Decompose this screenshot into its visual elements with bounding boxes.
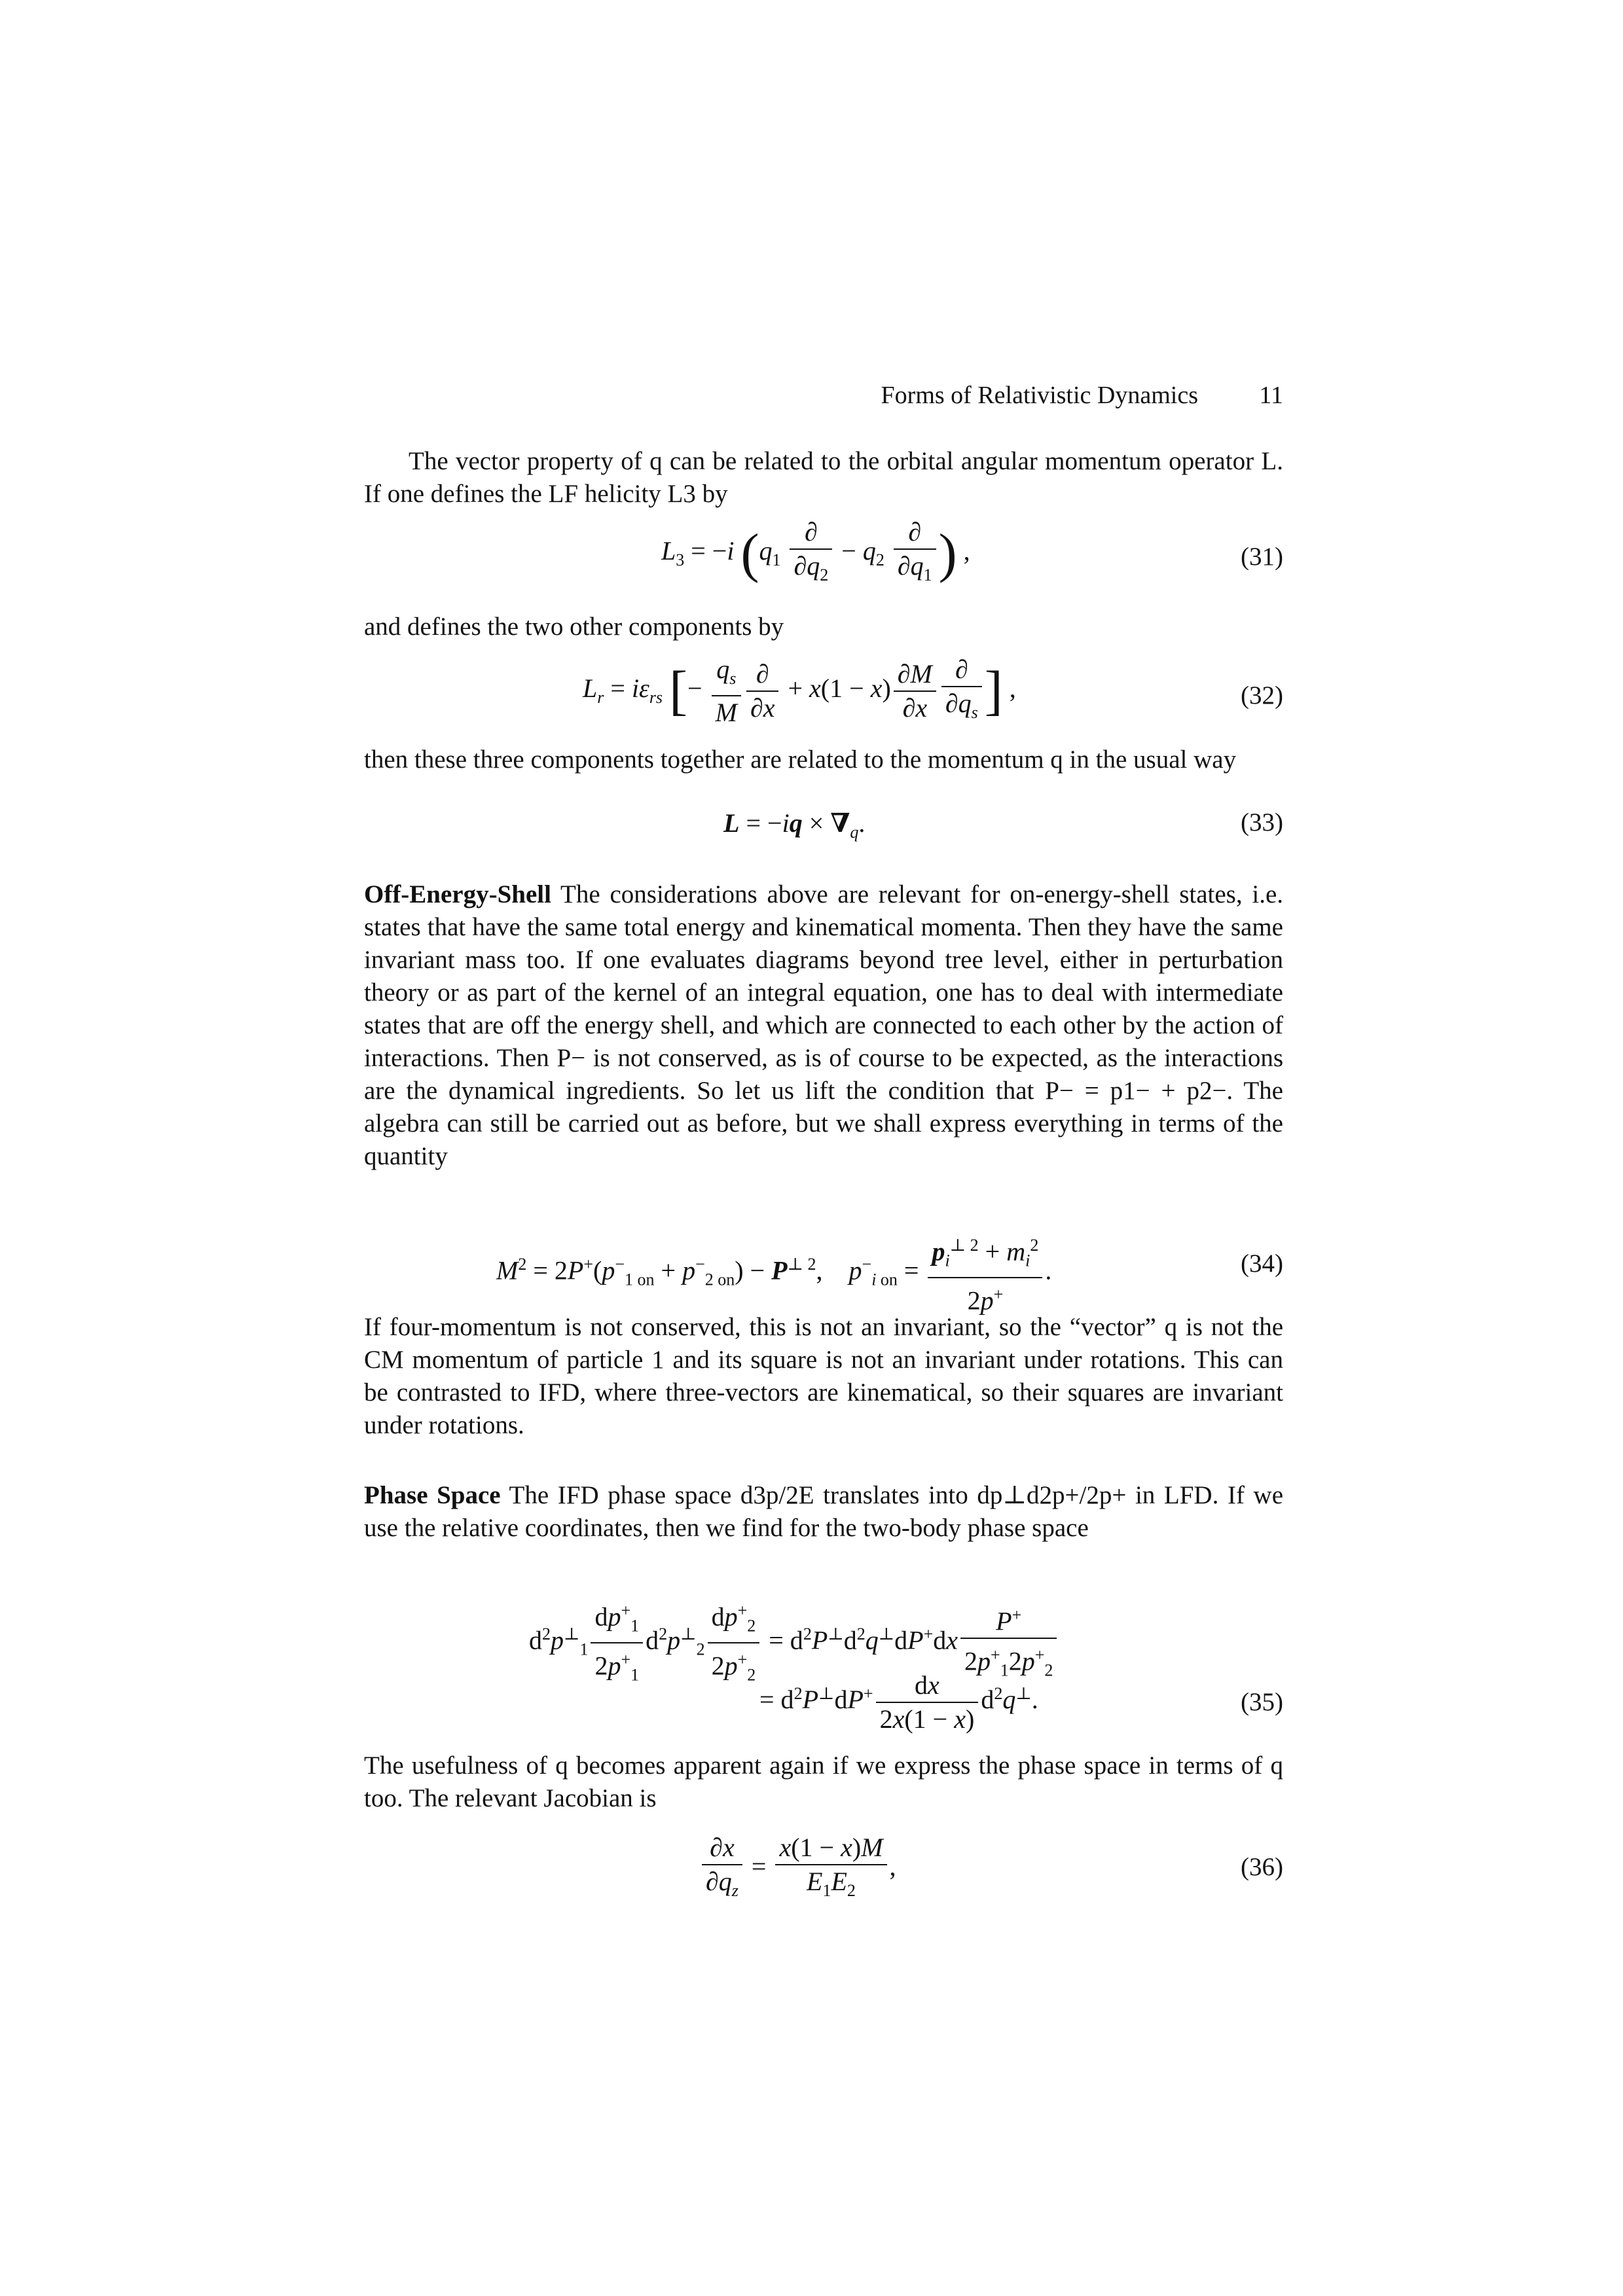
equation-number-33: (33) [1241,808,1283,836]
running-title: Forms of Relativistic Dynamics [881,382,1198,409]
running-header [831,381,1283,420]
equation-number-36: (36) [1241,1853,1283,1881]
equation-number-34: (34) [1241,1249,1283,1278]
equation-34: $M^2 = 2P^+(p^-_{1 on} + p^-_{2 on}) - P^{\perp 2}$, $p^-_{i on}$ = $\frac{p_i^{\perp 2} + m_i^2}{2p^+}$ . [496,1230,1051,1316]
equation-35-line-1: $d^2p^\perp_1$ $\frac{dp^+_1}{2p^+_1}$ $d^2p^\perp_2$ $\frac{dp^+_2}{2p^+_2}$ = $d^2P^\perp d^2q^\perp dP^+dx$ $\frac{P^+}{2p^+_12p^+_2}$ [529,1596,1059,1691]
equation-35-line-2: = $d^2P^\perp dP^+$ $\frac{dx}{2x(1 - x)}$ $d^2q^\perp$. [759,1670,1038,1734]
equation-number-32: (32) [1241,681,1283,709]
equation-number-31: (31) [1241,543,1283,571]
equation-36: $\frac{\partial x}{\partial q_z}$ = $\frac{x(1 - x)M}{E_1E_2}$ , [699,1833,896,1906]
equation-number-35: (35) [1241,1688,1283,1716]
page-number: 11 [1259,382,1283,409]
equation-31: $L_3 = -i$ ($q_1$ $\frac{\partial}{\partial q_2}$ − $q_2$ $\frac{\partial}{\partial q_1}$ ) , [661,517,970,584]
equation-33: $L = -iq \times \nabla_q$. [723,808,866,842]
section-off-energy-shell [364,878,1283,1173]
paragraph-vector-property: The vector property of q can be related to the orbital angular momentum operator L. If one defines the LF helicity L3 by [364,447,1283,508]
paragraph-momentum-relation: then these three components together are related to the momentum q in the usual way [364,745,1237,774]
text-phase-space: The IFD phase space d3p/2E translates into dp⊥d2p+/2p+ in LFD. If we use the relative coordinates, then we find for the two-body phase space [364,1481,1284,1542]
text-off-energy-shell: The considerations above are relevant for on-energy-shell states, i.e. states that have the same total energy and kinematical momenta. Then they have the same invariant mass too. If one evaluates diagrams beyond tree level, either in perturbation theory or as part of the kernel of an integral equation, one has to deal with intermediate states that are off the energy shell, and which are connected to each other by the action of interactions. Then P− is not conserved, as is of course to be expected, as the interactions are the dynamical ingredients. So let us lift the condition that P− = p1− + p2−. The algebra can still be carried out as before, but we shall express everything in terms of the quantity [364,880,1284,1170]
paragraph-other-components: and defines the two other components by [364,613,784,641]
heading-off-energy-shell: Off-Energy-Shell [364,880,551,908]
section-phase-space [364,1479,1283,1545]
paragraph-not-invariant: If four-momentum is not conserved, this is not an invariant, so the “vector” q is not the CM momentum of particle 1 and its square is not an invariant under rotations. This can be contrasted to IFD, where three-vectors are kinematical, so their squares are invariant under rotations. [364,1313,1283,1439]
equation-32: $L_r = i\varepsilon_{rs}$ [− $\frac{q_s}{M}$ $\frac{\partial}{\partial x}$ + x(1 − x) $\frac{\partial M}{\partial x}$ $\frac{\partial}{\partial q_s}$ ] , [583,655,1016,727]
paragraph-jacobian: The usefulness of q becomes apparent again if we express the phase space in terms of q too. The relevant Jacobian is [364,1751,1283,1812]
heading-phase-space: Phase Space [364,1481,501,1509]
